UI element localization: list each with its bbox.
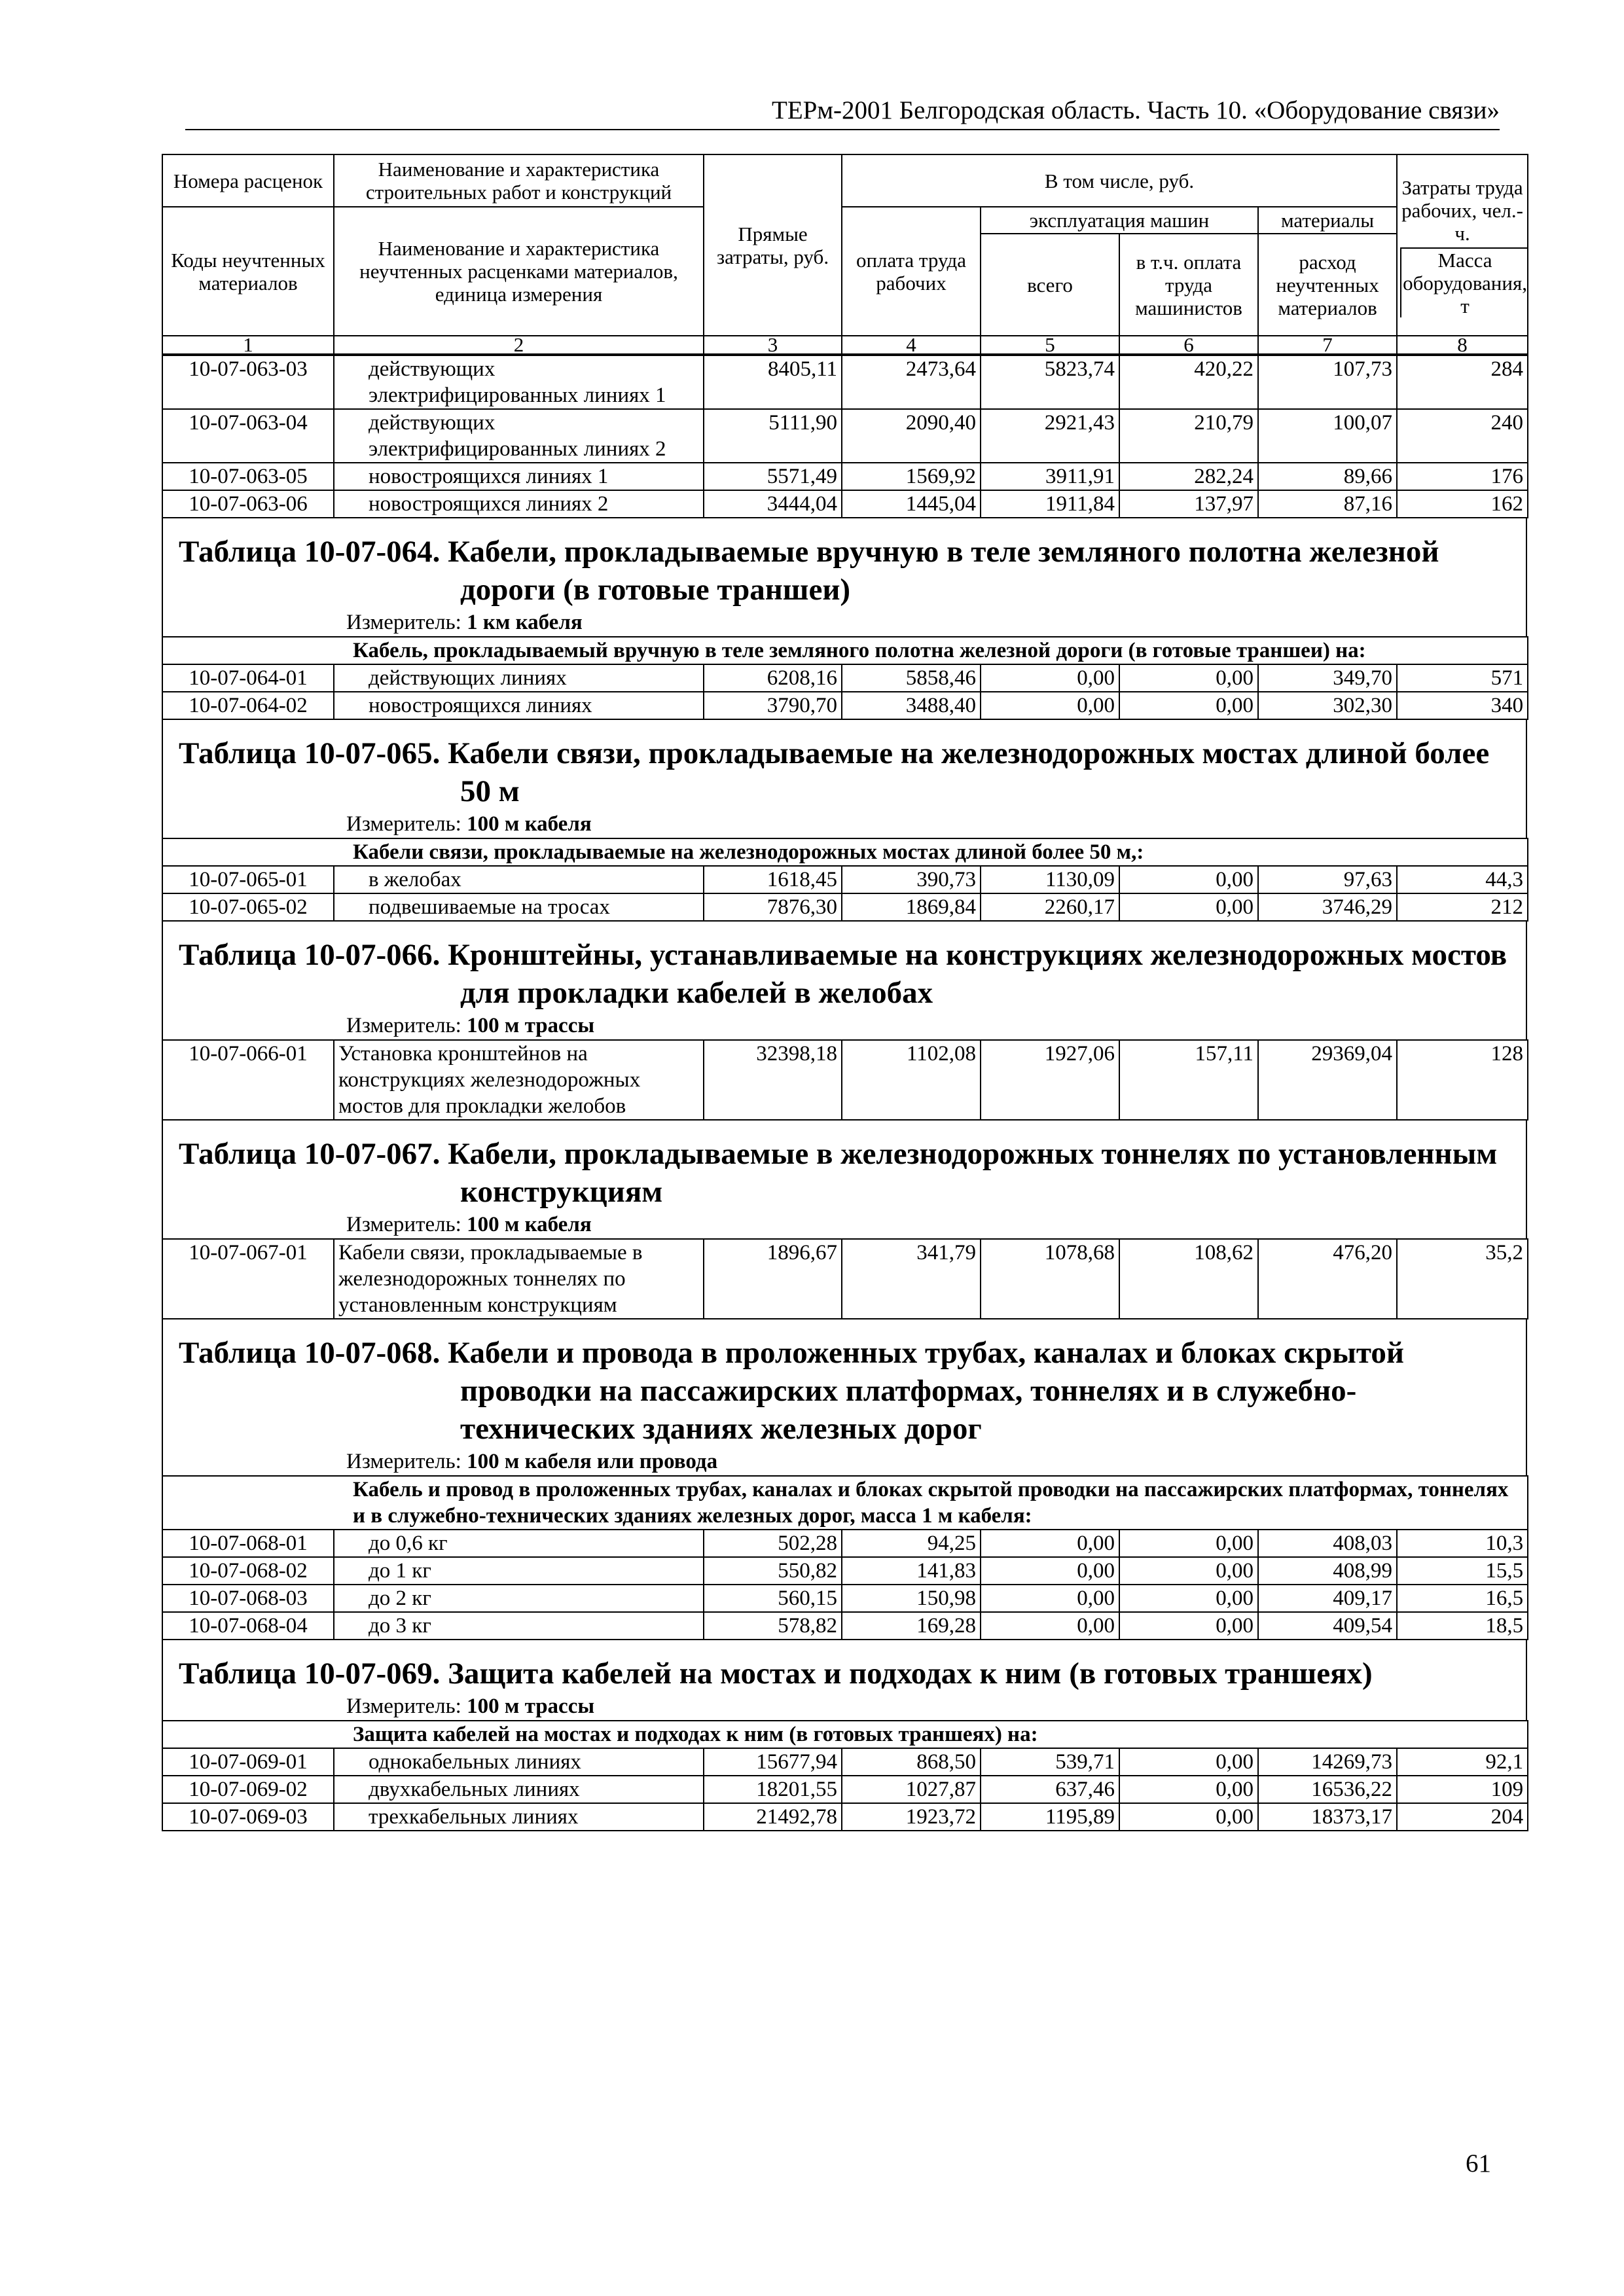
rate-name: новостроящихся линиях 1 [334, 463, 704, 490]
group-description: Кабель и провод в проложенных трубах, каналах и блоках скрытой проводки на пассажирских платформах, тоннелях и в служебно-технических зданиях железных дорог, масса 1 м кабеля: [162, 1476, 1528, 1530]
unit-value: 100 м кабеля [467, 1213, 592, 1236]
group-row [162, 838, 1528, 866]
rate-code: 10-07-068-03 [162, 1585, 334, 1612]
document-content [162, 154, 1527, 1831]
section-title-text: Таблица 10-07-067. Кабели, прокладываемые в железнодорожных тоннелях по установленным конструкциям [179, 1137, 1498, 1209]
direct-costs: 5571,49 [704, 463, 842, 490]
group-row [162, 1721, 1528, 1748]
section-table [162, 1238, 1528, 1319]
page-number: 61 [1466, 2149, 1491, 2178]
direct-costs: 18201,55 [704, 1776, 842, 1803]
materials-cost: 409,54 [1258, 1612, 1397, 1640]
unit-value: 100 м кабеля [467, 812, 592, 836]
direct-costs: 5111,90 [704, 409, 842, 463]
table-row [162, 1040, 1528, 1120]
direct-costs: 32398,18 [704, 1040, 842, 1120]
labor-hours: 340 [1397, 692, 1528, 719]
direct-costs: 502,28 [704, 1530, 842, 1557]
rate-code: 10-07-068-02 [162, 1557, 334, 1585]
rate-code: 10-07-063-06 [162, 490, 334, 518]
materials-cost: 349,70 [1258, 664, 1397, 692]
column-number: 6 [1119, 336, 1258, 354]
machines-pay: 0,00 [1119, 893, 1258, 921]
labor-pay: 169,28 [842, 1612, 981, 1640]
rate-code: 10-07-063-05 [162, 463, 334, 490]
machines-pay: 0,00 [1119, 1803, 1258, 1831]
section-title-text: Таблица 10-07-065. Кабели связи, прокладываемые на железнодорожных мостах длиной более 50 м [179, 736, 1490, 808]
machines-total: 0,00 [981, 1612, 1119, 1640]
rate-code: 10-07-065-01 [162, 866, 334, 893]
machines-pay: 157,11 [1119, 1040, 1258, 1120]
column-number: 2 [334, 336, 704, 354]
section-title [163, 922, 1526, 1012]
section-unit [163, 1012, 1526, 1039]
table-row [162, 409, 1528, 463]
header-material-codes: Коды неучтенных материалов [162, 207, 334, 336]
section-title [163, 720, 1526, 810]
header-direct-costs: Прямые затраты, руб. [704, 154, 842, 336]
labor-hours: 10,3 [1397, 1530, 1528, 1557]
rate-name: действующих электрифицированных линиях 2 [334, 409, 704, 463]
table-row [162, 1748, 1528, 1776]
header-equipment-mass: Масса оборудования, т [1400, 247, 1528, 317]
direct-costs: 7876,30 [704, 893, 842, 921]
labor-pay: 141,83 [842, 1557, 981, 1585]
unit-value: 100 м трассы [467, 1014, 595, 1037]
machines-pay: 0,00 [1119, 1748, 1258, 1776]
column-number: 4 [842, 336, 981, 354]
unit-label: Измеритель: [346, 1014, 461, 1037]
direct-costs: 1896,67 [704, 1239, 842, 1319]
machines-total: 1911,84 [981, 490, 1119, 518]
header-rule [185, 129, 1500, 130]
section-table [162, 838, 1528, 922]
table-header [162, 154, 1528, 355]
table-row [162, 664, 1528, 692]
labor-pay: 94,25 [842, 1530, 981, 1557]
labor-pay: 2090,40 [842, 409, 981, 463]
section-title-text: Таблица 10-07-068. Кабели и провода в проложенных трубах, каналах и блоках скрытой проводки на пассажирских платформах, тоннелях и в служебно-технических зданиях железных дорог [179, 1336, 1404, 1446]
machines-pay: 137,97 [1119, 490, 1258, 518]
rate-code: 10-07-065-02 [162, 893, 334, 921]
labor-pay: 1445,04 [842, 490, 981, 518]
labor-pay: 1923,72 [842, 1803, 981, 1831]
section-title-text: Таблица 10-07-066. Кронштейны, устанавливаемые на конструкциях железнодорожных мостов для прокладки кабелей в желобах [179, 938, 1507, 1010]
machines-pay: 0,00 [1119, 692, 1258, 719]
labor-pay: 5858,46 [842, 664, 981, 692]
rate-code: 10-07-069-02 [162, 1776, 334, 1803]
rate-code: 10-07-063-03 [162, 355, 334, 409]
table-section [162, 922, 1527, 1039]
materials-cost: 408,03 [1258, 1530, 1397, 1557]
header-including: В том числе, руб. [842, 154, 1397, 207]
group-row [162, 637, 1528, 664]
labor-pay: 3488,40 [842, 692, 981, 719]
rate-name: Кабели связи, прокладываемые в железнодорожных тоннелях по установленным конструкциям [334, 1239, 704, 1319]
header-materials: материалы [1258, 207, 1397, 234]
labor-pay: 390,73 [842, 866, 981, 893]
table-063-rows [162, 355, 1528, 518]
rate-name: в желобах [334, 866, 704, 893]
machines-pay: 0,00 [1119, 1557, 1258, 1585]
header-labor-hours-text: Затраты труда рабочих, чел.-ч. [1401, 175, 1523, 245]
rate-code: 10-07-068-01 [162, 1530, 334, 1557]
rate-name: новостроящихся линиях [334, 692, 704, 719]
labor-pay: 1569,92 [842, 463, 981, 490]
materials-cost: 89,66 [1258, 463, 1397, 490]
unit-label: Измеритель: [346, 1450, 461, 1473]
labor-hours: 162 [1397, 490, 1528, 518]
materials-cost: 14269,73 [1258, 1748, 1397, 1776]
unit-label: Измеритель: [346, 1213, 461, 1236]
group-description: Защита кабелей на мостах и подходах к ним (в готовых траншеях) на: [162, 1721, 1528, 1748]
labor-pay: 1102,08 [842, 1040, 981, 1120]
machines-total: 0,00 [981, 1530, 1119, 1557]
labor-pay: 1027,87 [842, 1776, 981, 1803]
table-section [162, 1121, 1527, 1238]
column-number: 3 [704, 336, 842, 354]
rate-name: действующих линиях [334, 664, 704, 692]
column-number: 5 [981, 336, 1119, 354]
table-section [162, 1319, 1527, 1475]
machines-total: 637,46 [981, 1776, 1119, 1803]
machines-pay: 0,00 [1119, 1585, 1258, 1612]
machines-total: 1130,09 [981, 866, 1119, 893]
labor-pay: 868,50 [842, 1748, 981, 1776]
materials-cost: 3746,29 [1258, 893, 1397, 921]
machines-total: 2921,43 [981, 409, 1119, 463]
section-table [162, 636, 1528, 720]
rate-name: однокабельных линиях [334, 1748, 704, 1776]
column-number: 1 [162, 336, 334, 354]
header-materials-unaccounted: расход неучтенных материалов [1258, 234, 1397, 336]
labor-hours: 15,5 [1397, 1557, 1528, 1585]
labor-pay: 150,98 [842, 1585, 981, 1612]
rate-name: до 1 кг [334, 1557, 704, 1585]
header-labor-hours [1397, 154, 1528, 336]
header-machines: эксплуатация машин [981, 207, 1258, 234]
machines-pay: 0,00 [1119, 1776, 1258, 1803]
rate-name: подвешиваемые на тросах [334, 893, 704, 921]
table-row [162, 1239, 1528, 1319]
table-row [162, 1803, 1528, 1831]
header-work-name: Наименование и характеристика строительных работ и конструкций [334, 154, 704, 207]
machines-pay: 210,79 [1119, 409, 1258, 463]
materials-cost: 100,07 [1258, 409, 1397, 463]
labor-hours: 44,3 [1397, 866, 1528, 893]
direct-costs: 578,82 [704, 1612, 842, 1640]
materials-cost: 29369,04 [1258, 1040, 1397, 1120]
materials-cost: 107,73 [1258, 355, 1397, 409]
materials-cost: 97,63 [1258, 866, 1397, 893]
section-unit [163, 1693, 1526, 1720]
column-number: 7 [1258, 336, 1397, 354]
table-row [162, 866, 1528, 893]
unit-value: 100 м кабеля или провода [467, 1450, 718, 1473]
rate-name: действующих электрифицированных линиях 1 [334, 355, 704, 409]
section-title-text: Таблица 10-07-064. Кабели, прокладываемые вручную в теле земляного полотна железной дороги (в готовые траншеи) [179, 535, 1439, 607]
labor-pay: 341,79 [842, 1239, 981, 1319]
section-title [163, 518, 1526, 609]
column-number-row [162, 336, 1528, 354]
machines-pay: 0,00 [1119, 1530, 1258, 1557]
rate-code: 10-07-063-04 [162, 409, 334, 463]
direct-costs: 3790,70 [704, 692, 842, 719]
rate-code: 10-07-067-01 [162, 1239, 334, 1319]
labor-hours: 35,2 [1397, 1239, 1528, 1319]
unit-value: 1 км кабеля [467, 611, 583, 634]
section-unit [163, 810, 1526, 838]
machines-total: 2260,17 [981, 893, 1119, 921]
direct-costs: 560,15 [704, 1585, 842, 1612]
column-number: 8 [1397, 336, 1528, 354]
table-row [162, 1557, 1528, 1585]
section-table [162, 1475, 1528, 1640]
unit-label: Измеритель: [346, 1695, 461, 1718]
table-row [162, 463, 1528, 490]
table-row [162, 1612, 1528, 1640]
labor-hours: 109 [1397, 1776, 1528, 1803]
direct-costs: 6208,16 [704, 664, 842, 692]
table-row [162, 490, 1528, 518]
group-description: Кабель, прокладываемый вручную в теле земляного полотна железной дороги (в готовые траншеи) на: [162, 637, 1528, 664]
machines-total: 3911,91 [981, 463, 1119, 490]
table-row [162, 355, 1528, 409]
section-title [163, 1121, 1526, 1211]
table-row [162, 692, 1528, 719]
labor-hours: 176 [1397, 463, 1528, 490]
labor-hours: 18,5 [1397, 1612, 1528, 1640]
table-row [162, 893, 1528, 921]
machines-pay: 0,00 [1119, 1612, 1258, 1640]
table-section [162, 518, 1527, 636]
header-labor-pay: оплата труда рабочих [842, 207, 981, 336]
direct-costs: 3444,04 [704, 490, 842, 518]
machines-total: 0,00 [981, 692, 1119, 719]
rate-name: до 0,6 кг [334, 1530, 704, 1557]
direct-costs: 550,82 [704, 1557, 842, 1585]
rate-code: 10-07-068-04 [162, 1612, 334, 1640]
labor-pay: 1869,84 [842, 893, 981, 921]
machines-total: 1927,06 [981, 1040, 1119, 1120]
page-header-title: ТЕРм-2001 Белгородская область. Часть 10. «Оборудование связи» [772, 96, 1500, 124]
rate-code: 10-07-069-03 [162, 1803, 334, 1831]
labor-hours: 284 [1397, 355, 1528, 409]
group-description: Кабели связи, прокладываемые на железнодорожных мостах длиной более 50 м,: [162, 838, 1528, 866]
section-table [162, 1720, 1528, 1831]
machines-pay: 0,00 [1119, 664, 1258, 692]
machines-total: 0,00 [981, 664, 1119, 692]
table-row [162, 1585, 1528, 1612]
section-unit [163, 1211, 1526, 1238]
labor-pay: 2473,64 [842, 355, 981, 409]
labor-hours: 204 [1397, 1803, 1528, 1831]
machines-total: 0,00 [981, 1585, 1119, 1612]
rate-code: 10-07-064-01 [162, 664, 334, 692]
rate-code: 10-07-069-01 [162, 1748, 334, 1776]
header-machines-total: всего [981, 234, 1119, 336]
materials-cost: 16536,22 [1258, 1776, 1397, 1803]
header-material-name: Наименование и характеристика неучтенных расценками материалов, единица измерения [334, 207, 704, 336]
section-unit [163, 609, 1526, 636]
labor-hours: 92,1 [1397, 1748, 1528, 1776]
machines-total: 0,00 [981, 1557, 1119, 1585]
section-title-text: Таблица 10-07-069. Защита кабелей на мостах и подходах к ним (в готовых траншеях) [179, 1657, 1373, 1691]
rate-name: новостроящихся линиях 2 [334, 490, 704, 518]
rate-name: двухкабельных линиях [334, 1776, 704, 1803]
direct-costs: 8405,11 [704, 355, 842, 409]
labor-hours: 16,5 [1397, 1585, 1528, 1612]
rate-name: Установка кронштейнов на конструкциях железнодорожных мостов для прокладки желобов [334, 1040, 704, 1120]
unit-label: Измеритель: [346, 611, 461, 634]
unit-label: Измеритель: [346, 812, 461, 836]
machines-pay: 0,00 [1119, 866, 1258, 893]
table-row [162, 1776, 1528, 1803]
rate-code: 10-07-066-01 [162, 1040, 334, 1120]
machines-pay: 282,24 [1119, 463, 1258, 490]
machines-total: 5823,74 [981, 355, 1119, 409]
header-machines-pay: в т.ч. оплата труда машинистов [1119, 234, 1258, 336]
machines-total: 1078,68 [981, 1239, 1119, 1319]
materials-cost: 476,20 [1258, 1239, 1397, 1319]
materials-cost: 408,99 [1258, 1557, 1397, 1585]
table-row [162, 1530, 1528, 1557]
unit-value: 100 м трассы [467, 1695, 595, 1718]
labor-hours: 128 [1397, 1040, 1528, 1120]
rate-name: трехкабельных линиях [334, 1803, 704, 1831]
header-rate-numbers: Номера расценок [162, 154, 334, 207]
machines-pay: 420,22 [1119, 355, 1258, 409]
table-section [162, 1640, 1527, 1720]
rate-code: 10-07-064-02 [162, 692, 334, 719]
section-title [163, 1640, 1526, 1693]
materials-cost: 87,16 [1258, 490, 1397, 518]
direct-costs: 15677,94 [704, 1748, 842, 1776]
labor-hours: 212 [1397, 893, 1528, 921]
direct-costs: 21492,78 [704, 1803, 842, 1831]
section-table [162, 1039, 1528, 1121]
machines-total: 1195,89 [981, 1803, 1119, 1831]
materials-cost: 302,30 [1258, 692, 1397, 719]
direct-costs: 1618,45 [704, 866, 842, 893]
labor-hours: 571 [1397, 664, 1528, 692]
labor-hours: 240 [1397, 409, 1528, 463]
materials-cost: 409,17 [1258, 1585, 1397, 1612]
machines-total: 539,71 [981, 1748, 1119, 1776]
rate-name: до 3 кг [334, 1612, 704, 1640]
machines-pay: 108,62 [1119, 1239, 1258, 1319]
group-row [162, 1476, 1528, 1530]
rate-name: до 2 кг [334, 1585, 704, 1612]
section-title [163, 1319, 1526, 1448]
section-unit [163, 1448, 1526, 1475]
table-section [162, 720, 1527, 838]
materials-cost: 18373,17 [1258, 1803, 1397, 1831]
